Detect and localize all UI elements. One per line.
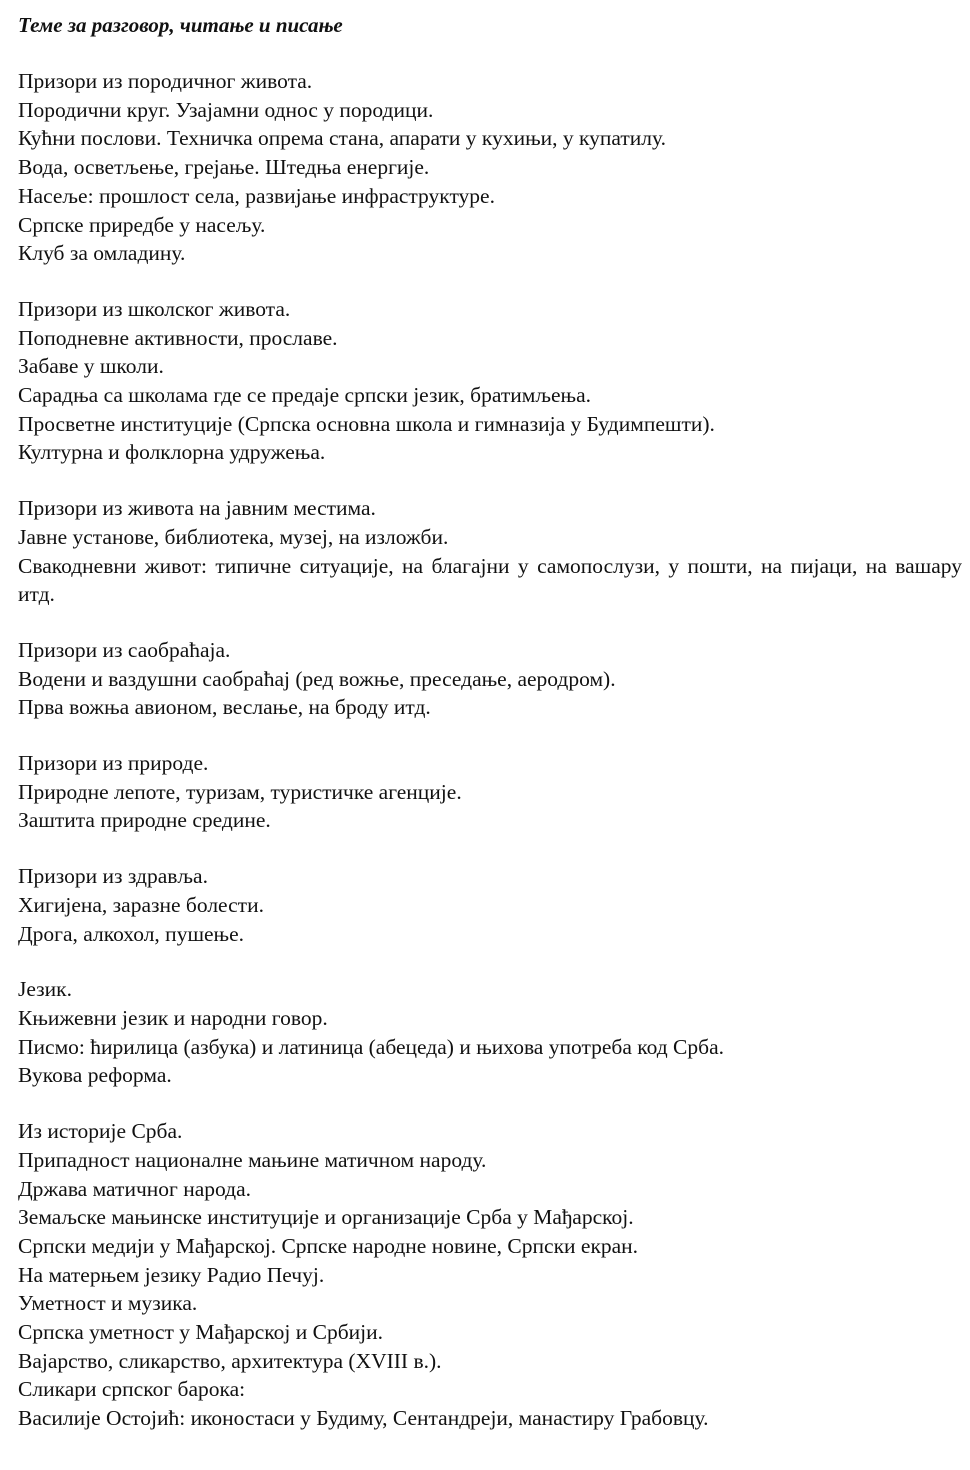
topic-line: Клуб за омладину. xyxy=(18,241,186,266)
topic-line: Заштита природне средине. xyxy=(18,808,271,833)
topic-line: Из историје Срба. xyxy=(18,1119,183,1144)
topic-line: Држава матичног народа. xyxy=(18,1176,251,1201)
topic-line: Вукова реформа. xyxy=(18,1063,172,1088)
document-page xyxy=(18,10,962,1460)
topic-section-language xyxy=(18,975,962,1090)
topic-line: Призори из природе. xyxy=(18,751,209,776)
topic-line: Призори из школског живота. xyxy=(18,296,291,321)
topic-line: Породични круг. Узајамни однос у породици. xyxy=(18,97,434,122)
topic-section-traffic xyxy=(18,636,962,722)
topic-line: Српска уметност у Мађарској и Србији. xyxy=(18,1320,384,1345)
topic-section-public-places xyxy=(18,494,962,609)
topic-line: Хигијена, заразне болести. xyxy=(18,892,264,917)
topic-line: Јавне установе, библиотека, музеј, на изложби. xyxy=(18,524,449,549)
topic-line: Културна и фолклорна удружења. xyxy=(18,440,326,465)
topic-section-school xyxy=(18,295,962,467)
topic-line: Дрога, алкохол, пушење. xyxy=(18,921,245,946)
topic-line: Вајарство, сликарство, архитектура (XVIII в.). xyxy=(18,1348,442,1373)
topic-line: Писмо: ћирилица (азбука) и латиница (абецеда) и њихова употреба код Срба. xyxy=(18,1034,725,1059)
topic-line: Језик. xyxy=(18,977,72,1002)
topic-line: Природне лепоте, туризам, туристичке агенције. xyxy=(18,779,462,804)
topic-line: Призори из породичног живота. xyxy=(18,69,313,93)
topic-line: Припадност националне мањине матичном народу. xyxy=(18,1147,487,1172)
topic-line: Призори из саобраћаја. xyxy=(18,637,231,662)
topic-line: Василије Остојић: иконостаси у Будиму, Сентандреји, манастиру Грабовцу. xyxy=(18,1406,709,1431)
topic-line: Српске приредбе у насељу. xyxy=(18,212,266,237)
topic-line: Уметност и музика. xyxy=(18,1291,198,1316)
topic-line: Призори из живота на јавним местима. xyxy=(18,496,376,521)
topic-line: Српски медији у Мађарској. Српске народне новине, Српски екран. xyxy=(18,1233,639,1258)
topic-line: Земаљске мањинске институције и организације Срба у Мађарској. xyxy=(18,1205,634,1230)
document-heading: Теме за разговор, читање и писање xyxy=(18,13,343,37)
topic-line: Поподневне активности, прославе. xyxy=(18,325,338,350)
topic-line: Прва вожња авионом, веслање, на броду итд. xyxy=(18,695,431,720)
topic-section-nature xyxy=(18,749,962,835)
topic-section-family xyxy=(18,67,962,268)
topic-line: Књижевни језик и народни говор. xyxy=(18,1005,328,1030)
topic-line: На матерњем језику Радио Печуј. xyxy=(18,1262,325,1287)
topic-line: Сарадња са школама где се предаје српски језик, братимљења. xyxy=(18,383,592,408)
topic-section-history xyxy=(18,1117,962,1433)
topic-section-health xyxy=(18,862,962,948)
topic-line: Свакодневни живот: типичне ситуације, на благајни у самопослузи, у пошти, на пијаци, на вашару итд. xyxy=(18,553,962,607)
topic-line: Забаве у школи. xyxy=(18,354,164,379)
topic-line: Насеље: прошлост села, развијање инфраструктуре. xyxy=(18,183,495,208)
topic-line: Сликари српског барока: xyxy=(18,1377,246,1402)
topic-line: Вода, осветљење, грејање. Штедња енергије. xyxy=(18,155,430,180)
topic-line: Призори из здравља. xyxy=(18,864,208,889)
topic-line: Водени и ваздушни саобраћај (ред вожње, преседање, аеродром). xyxy=(18,666,616,691)
topic-line: Просветне институције (Српска основна школа и гимназија у Будимпешти). xyxy=(18,411,715,436)
topic-line: Кућни послови. Техничка опрема стана, апарати у кухињи, у купатилу. xyxy=(18,126,666,151)
